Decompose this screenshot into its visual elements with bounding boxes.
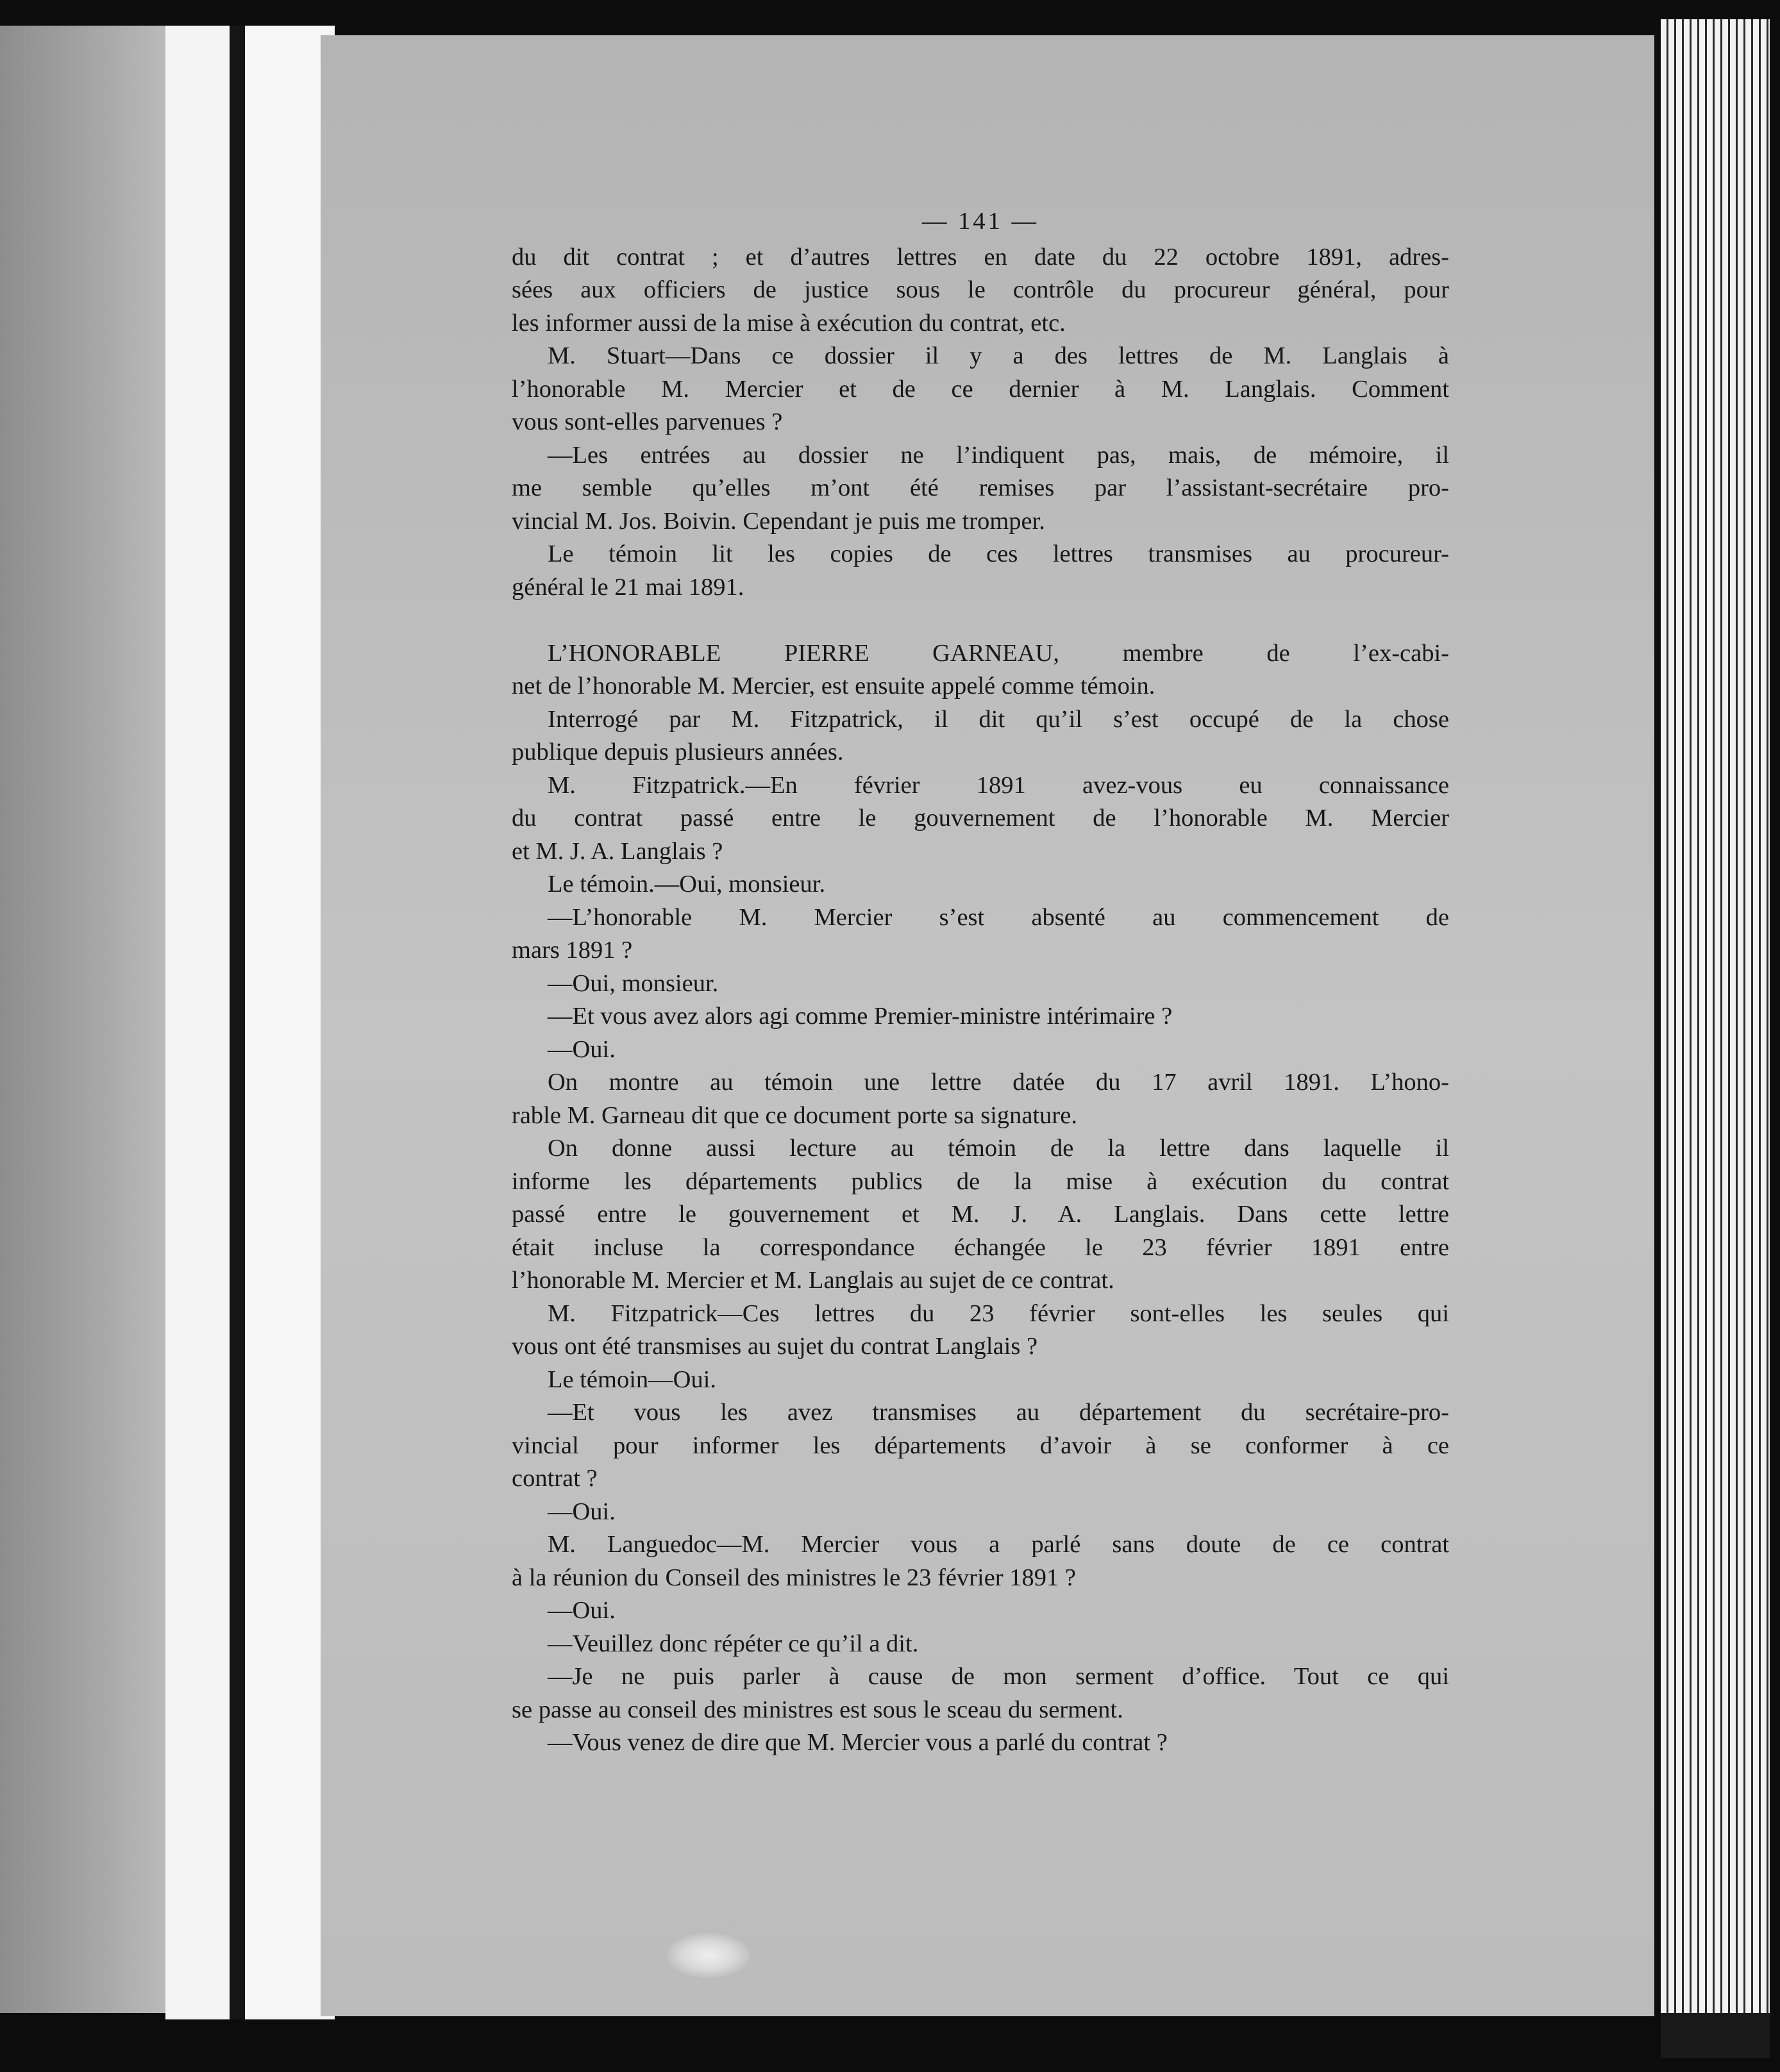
text-line: On montre au témoin une lettre datée du 17 avril 1891. L’hono- <box>548 1069 1449 1096</box>
text-line: Interrogé par M. Fitzpatrick, il dit qu’il s’est occupé de la chose <box>548 705 1449 733</box>
text-line: —Oui, monsieur. <box>548 969 719 997</box>
text-line: M. Fitzpatrick—Ces lettres du 23 février sont-elles les seules qui <box>548 1299 1449 1327</box>
text-line: publique depuis plusieurs années. <box>512 739 844 765</box>
text-line: l’honorable M. Mercier et M. Langlais au sujet de ce contrat. <box>512 1267 1114 1294</box>
text-line: —Oui. <box>548 1597 616 1624</box>
text-line: contrat ? <box>512 1465 598 1492</box>
text-line: vous ont été transmises au sujet du contrat Langlais ? <box>512 1333 1038 1360</box>
text-line: et M. J. A. Langlais ? <box>512 837 723 865</box>
text-line: se passe au conseil des ministres est sous le sceau du serment. <box>512 1696 1123 1723</box>
text-line: me semble qu’elles m’ont été remises par l’assistant-secrétaire pro- <box>512 474 1449 501</box>
text-line: Le témoin lit les copies de ces lettres transmises au procureur- <box>548 540 1449 567</box>
left-facing-page <box>0 26 176 2013</box>
text-line: M. Stuart—Dans ce dossier il y a des lettres de M. Langlais à <box>548 342 1449 369</box>
text-line: —Veuillez donc répéter ce qu’il a dit. <box>548 1630 919 1657</box>
text-line: du contrat passé entre le gouvernement de l’honorable M. Mercier <box>512 805 1449 831</box>
text-line: Le témoin.—Oui, monsieur. <box>548 871 826 898</box>
text-line: —Je ne puis parler à cause de mon serment d’office. Tout ce qui <box>548 1663 1449 1690</box>
text-line: —Les entrées au dossier ne l’indiquent pas, mais, de mémoire, il <box>548 441 1449 469</box>
page-edges-bottom <box>1661 2013 1770 2058</box>
text-line: —L’honorable M. Mercier s’est absenté au commencement de <box>548 903 1449 931</box>
text-line: M. Languedoc—M. Mercier vous a parlé sans doute de ce contrat <box>548 1531 1449 1558</box>
blank-line <box>512 604 1449 637</box>
page-text <box>512 205 1449 1760</box>
text-line: Le témoin—Oui. <box>548 1366 717 1393</box>
page-gutter-left <box>165 26 230 2019</box>
text-line: les informer aussi de la mise à exécution du contrat, etc. <box>512 309 1066 337</box>
text-line: passé entre le gouvernement et M. J. A. Langlais. Dans cette lettre <box>512 1201 1449 1228</box>
page-edges <box>1661 19 1770 2039</box>
text-line: —Oui. <box>548 1035 616 1063</box>
text-line: net de l’honorable M. Mercier, est ensuite appelé comme témoin. <box>512 673 1155 699</box>
page-number: — 141 — <box>922 208 1039 235</box>
text-line: —Oui. <box>548 1498 616 1525</box>
text-line: sées aux officiers de justice sous le contrôle du procureur général, pour <box>512 276 1449 303</box>
text-line: vous sont-elles parvenues ? <box>512 408 783 435</box>
text-line: à la réunion du Conseil des ministres le 23 février 1891 ? <box>512 1564 1076 1591</box>
text-line: rable M. Garneau dit que ce document porte sa signature. <box>512 1101 1077 1129</box>
text-line: —Et vous les avez transmises au département du secrétaire-pro- <box>548 1399 1449 1426</box>
text-line: vincial pour informer les départements d’avoir à se conformer à ce <box>512 1432 1449 1459</box>
text-line: L’HONORABLE PIERRE GARNEAU, membre de l’ex-cabi- <box>548 639 1449 667</box>
paper-stain <box>667 1933 750 1978</box>
text-line: général le 21 mai 1891. <box>512 573 744 601</box>
text-line: du dit contrat ; et d’autres lettres en date du 22 octobre 1891, adres- <box>512 243 1449 271</box>
text-line: On donne aussi lecture au témoin de la lettre dans laquelle il <box>548 1135 1449 1162</box>
text-line: —Et vous avez alors agi comme Premier-ministre intérimaire ? <box>548 1003 1173 1030</box>
text-line: —Vous venez de dire que M. Mercier vous a parlé du contrat ? <box>548 1729 1168 1756</box>
text-line: était incluse la correspondance échangée le 23 février 1891 entre <box>512 1233 1449 1261</box>
text-lines <box>512 241 1449 1760</box>
text-line: vincial M. Jos. Boivin. Cependant je puis me tromper. <box>512 507 1045 535</box>
text-line: mars 1891 ? <box>512 937 633 964</box>
text-line: informe les départements publics de la mise à exécution du contrat <box>512 1167 1449 1195</box>
book-spine <box>230 26 245 2019</box>
text-line: M. Fitzpatrick.—En février 1891 avez-vous eu connaissance <box>548 771 1449 799</box>
text-line: l’honorable M. Mercier et de ce dernier à M. Langlais. Comment <box>512 375 1449 403</box>
